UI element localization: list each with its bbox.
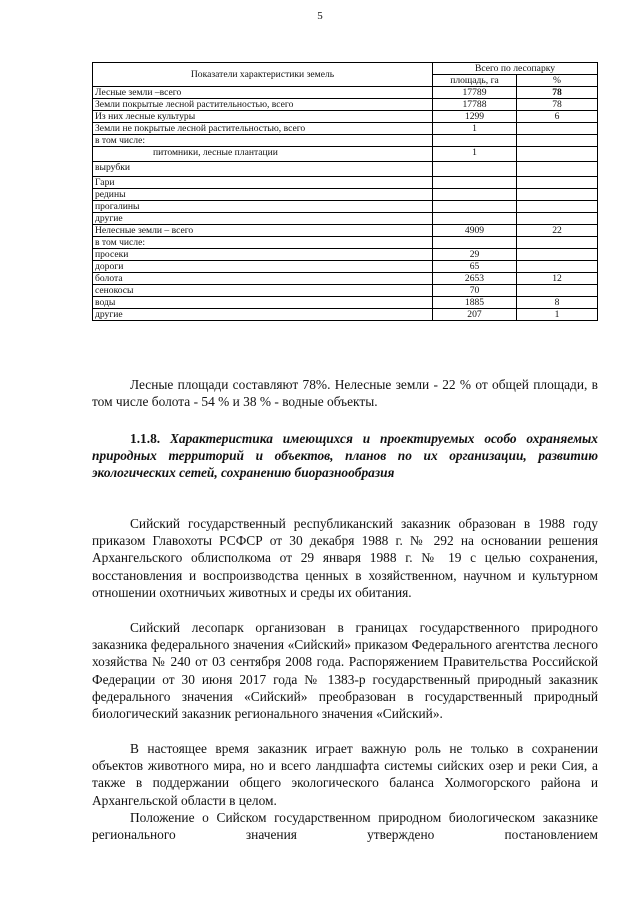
row-percent	[517, 135, 598, 147]
table-row	[93, 147, 598, 162]
row-area: 17788	[433, 99, 517, 111]
row-label: болота	[93, 273, 433, 285]
table-row	[93, 309, 598, 321]
row-area	[433, 189, 517, 201]
row-label: Земли покрытые лесной растительностью, всего	[93, 99, 433, 111]
summary-paragraph: Лесные площади составляют 78%. Нелесные земли - 22 % от общей площади, в том числе болота - 54 % и 38 % - водные объекты.	[92, 377, 598, 410]
row-area: 4909	[433, 225, 517, 237]
row-area: 1299	[433, 111, 517, 123]
row-area	[433, 162, 517, 177]
row-percent	[517, 189, 598, 201]
paragraph-1: Сийский государственный республиканский заказник образован в 1988 году приказом Главохоты РСФСР от 30 декабря 1988 г. № 292 на основании решения Архангельского облисполкома от 29 января 1988 г. № 19 с целью сохранения, восстановления и воспроизводства ценных в хозяйственном, научном и культурном отношении охотничьих животных и среды их обитания.	[92, 516, 598, 600]
row-label: в том числе:	[93, 135, 433, 147]
table-row	[93, 201, 598, 213]
row-area: 17789	[433, 87, 517, 99]
row-area: 1885	[433, 297, 517, 309]
page-number: 5	[317, 10, 323, 22]
row-percent	[517, 201, 598, 213]
table-row	[93, 99, 598, 111]
row-percent	[517, 177, 598, 189]
paragraph-2: Сийский лесопарк организован в границах государственного природного заказника федерального значения «Сийский» приказом Федерального агентства лесного хозяйства № 240 от 03 сентября 2008 года. Распоряжением Правительства Российской Федерации от 30 июня 2017 года № 1383-р государственный природный заказник федерального значения «Сийский» преобразован в государственный природный биологический заказник регионального значения «Сийский».	[92, 620, 598, 722]
table-row	[93, 213, 598, 225]
table-row	[93, 177, 598, 189]
table-row	[93, 135, 598, 147]
table-row	[93, 297, 598, 309]
row-label: питомники, лесные плантации	[93, 147, 433, 162]
row-percent	[517, 237, 598, 249]
row-area: 2653	[433, 273, 517, 285]
table-row	[93, 261, 598, 273]
table-row	[93, 162, 598, 177]
row-label: в том числе:	[93, 237, 433, 249]
paragraph-3: В настоящее время заказник играет важную роль не только в сохранении объектов животного мира, но и всего ландшафта системы сийских озер и реки Сия, а также в поддержании общего экологического баланса Холмогорского района и Архангельской области в целом.	[92, 741, 598, 808]
header-total: Всего по лесопарку	[433, 63, 598, 75]
row-percent: 1	[517, 309, 598, 321]
table-row	[93, 123, 598, 135]
section-number: 1.1.8.	[130, 431, 161, 446]
row-label: другие	[93, 213, 433, 225]
row-label: вырубки	[93, 162, 433, 177]
row-percent	[517, 147, 598, 162]
section-title: Характеристика имеющихся и проектируемых особо охраняемых природных территорий и объектов, планов по их организации, развитию экологических сетей, сохранению биоразнообразия	[92, 431, 598, 481]
row-area	[433, 201, 517, 213]
row-percent: 8	[517, 297, 598, 309]
table-row	[93, 225, 598, 237]
table-row	[93, 189, 598, 201]
row-label: редины	[93, 189, 433, 201]
row-percent	[517, 162, 598, 177]
row-percent	[517, 261, 598, 273]
row-area	[433, 237, 517, 249]
row-label: воды	[93, 297, 433, 309]
row-percent	[517, 285, 598, 297]
table-row	[93, 285, 598, 297]
row-label: Гари	[93, 177, 433, 189]
row-percent: 78	[517, 87, 598, 99]
row-area	[433, 177, 517, 189]
row-percent	[517, 123, 598, 135]
row-label: дороги	[93, 261, 433, 273]
row-area: 1	[433, 123, 517, 135]
row-label: просеки	[93, 249, 433, 261]
table-row	[93, 87, 598, 99]
row-percent	[517, 249, 598, 261]
header-percent: %	[517, 75, 598, 87]
row-area: 65	[433, 261, 517, 273]
header-indicator: Показатели характеристики земель	[93, 63, 433, 87]
row-area: 1	[433, 147, 517, 162]
row-label: Нелесные земли – всего	[93, 225, 433, 237]
row-area	[433, 213, 517, 225]
table-header-row	[93, 63, 598, 75]
land-characteristics-table	[92, 62, 598, 321]
section-heading	[92, 430, 598, 482]
row-percent: 6	[517, 111, 598, 123]
table-row	[93, 237, 598, 249]
table-row	[93, 273, 598, 285]
table-row	[93, 111, 598, 123]
row-label: сенокосы	[93, 285, 433, 297]
row-percent	[517, 213, 598, 225]
row-percent: 12	[517, 273, 598, 285]
row-area: 207	[433, 309, 517, 321]
row-label: прогалины	[93, 201, 433, 213]
paragraph-4: Положение о Сийском государственном природном биологическом заказнике регионального значения утверждено постановлением	[92, 810, 598, 843]
row-label: другие	[93, 309, 433, 321]
row-area	[433, 135, 517, 147]
row-percent: 78	[517, 99, 598, 111]
row-area: 29	[433, 249, 517, 261]
row-area: 70	[433, 285, 517, 297]
row-percent: 22	[517, 225, 598, 237]
table-row	[93, 249, 598, 261]
header-area: площадь, га	[433, 75, 517, 87]
row-label: Лесные земли –всего	[93, 87, 433, 99]
row-label: Земли не покрытые лесной растительностью, всего	[93, 123, 433, 135]
row-label: Из них лесные культуры	[93, 111, 433, 123]
